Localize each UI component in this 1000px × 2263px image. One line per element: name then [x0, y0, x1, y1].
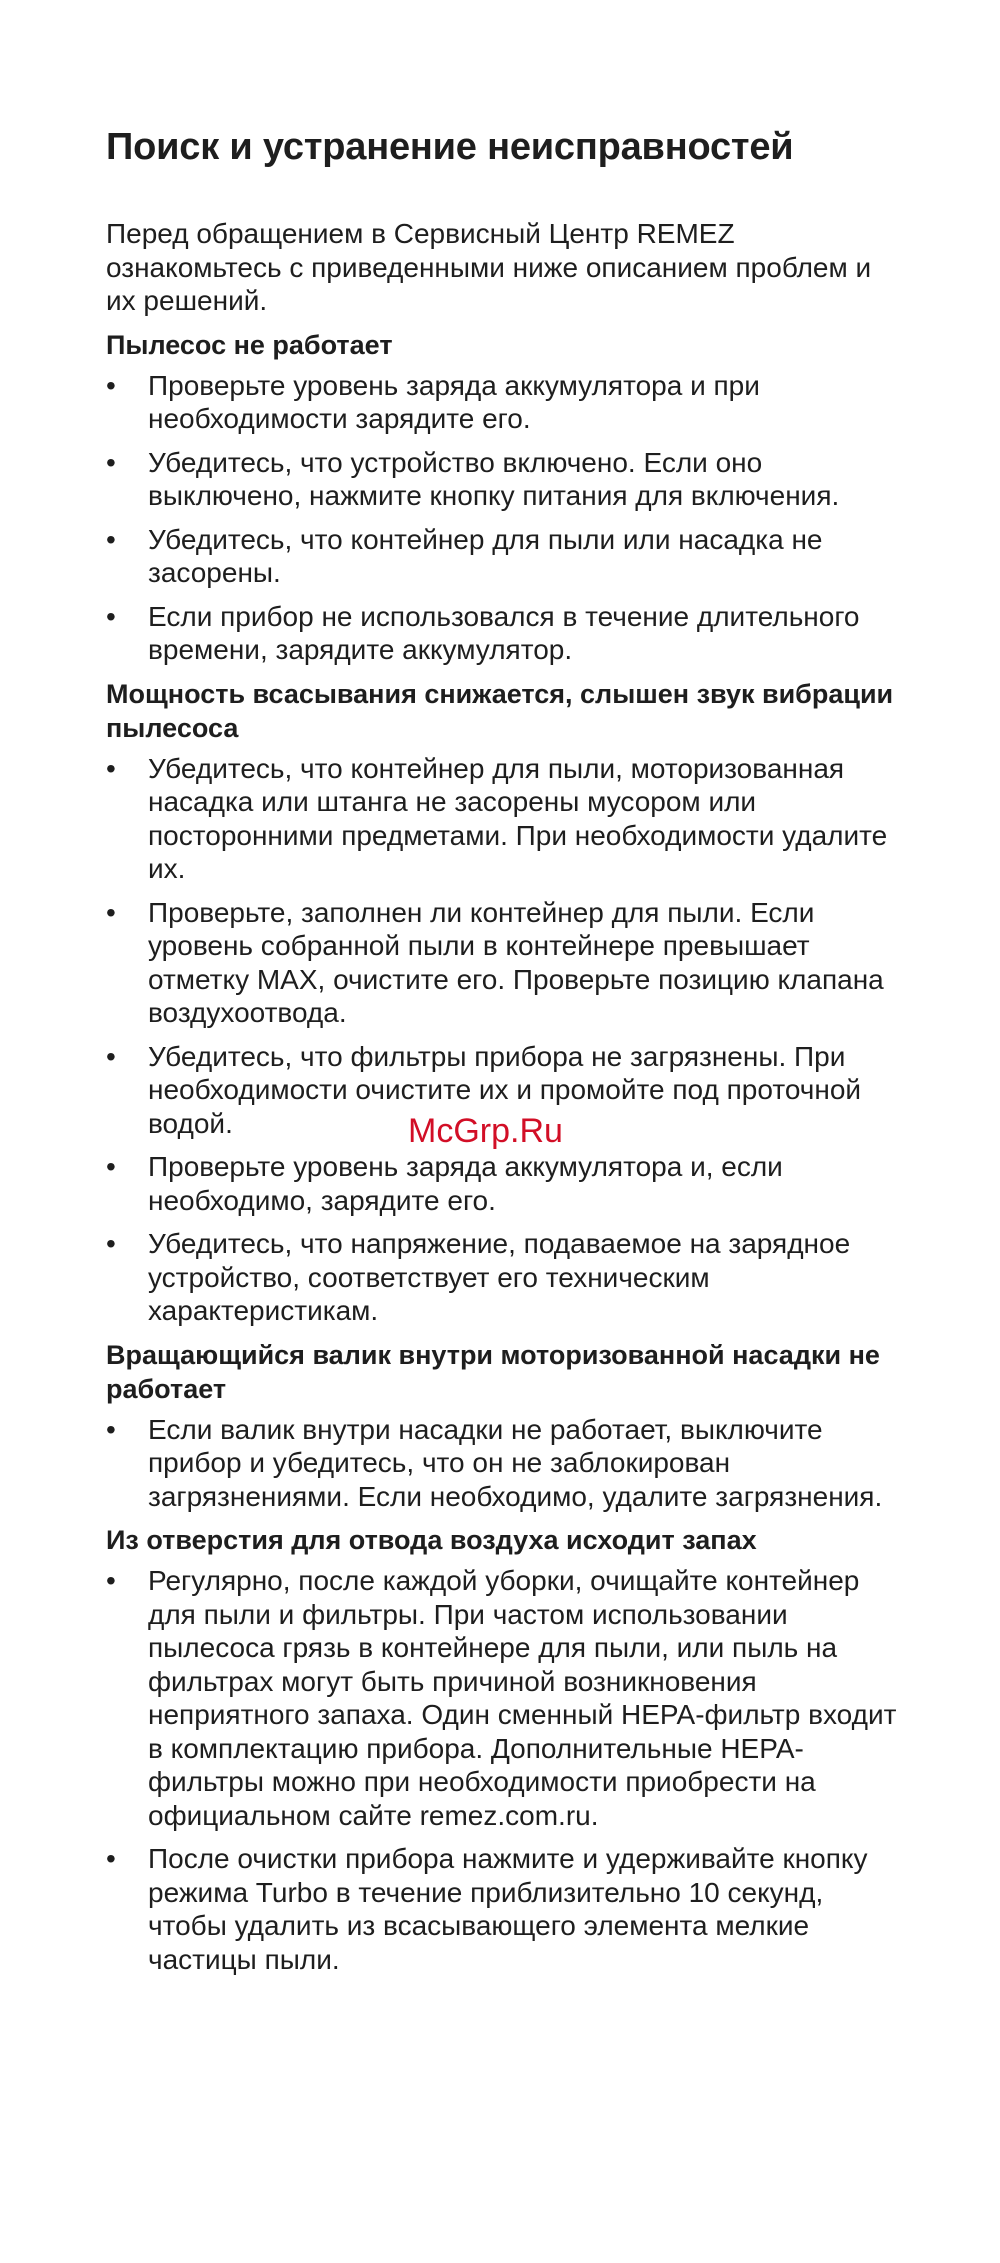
- bullet-dot-icon: •: [106, 1040, 116, 1072]
- bullet-dot-icon: •: [106, 896, 116, 928]
- list-item-text: Регулярно, после каждой уборки, очищайте контейнер для пыли и фильтры. При частом использовании пылесоса грязь в контейнере для пыли, или пыль на фильтрах могут быть причиной возникновения неприятного запаха. Один сменный HEPA-фильтр входит в комплектацию прибора. Дополнительные HEPA-фильтры можно при необходимости приобрести на официальном сайте remez.com.ru.: [148, 1565, 897, 1831]
- list-item: [106, 1413, 906, 1514]
- list-item: [106, 896, 906, 1030]
- watermark-text: McGrp.Ru: [408, 1112, 563, 1150]
- list-item: [106, 446, 906, 513]
- bullet-list: [106, 369, 906, 667]
- bullet-list: [106, 1564, 906, 1976]
- troubleshooting-sections: [106, 328, 906, 1977]
- list-item: [106, 1842, 906, 1976]
- document-page: [106, 125, 906, 1986]
- list-item: [106, 1564, 906, 1832]
- list-item: [106, 369, 906, 436]
- section-heading: Пылесос не работает: [106, 329, 393, 360]
- list-item-text: Убедитесь, что контейнер для пыли или насадка не засорены.: [148, 523, 823, 588]
- bullet-dot-icon: •: [106, 600, 116, 632]
- section-heading: Мощность всасывания снижается, слышен звук вибрации пылесоса: [106, 678, 894, 743]
- list-item-text: Если валик внутри насадки не работает, выключите прибор и убедитесь, что он не заблокирован загрязнениями. Если необходимо, удалите загрязнения.: [148, 1413, 883, 1512]
- list-item: [106, 752, 906, 886]
- bullet-dot-icon: •: [106, 1843, 116, 1874]
- intro-paragraph: Перед обращением в Сервисный Центр REMEZ ознакомьтесь с приведенными ниже описанием проблем и их решений.: [106, 218, 872, 316]
- list-item-text: Проверьте уровень заряда аккумулятора и, если необходимо, зарядите его.: [148, 1151, 783, 1216]
- list-item-text: После очистки прибора нажмите и удерживайте кнопку режима Turbo в течение приблизительно 10 секунд, чтобы удалить из всасывающего элемента мелкие частицы пыли.: [148, 1843, 868, 1975]
- bullet-dot-icon: •: [106, 446, 116, 478]
- section: [106, 1338, 906, 1514]
- section-heading: Из отверстия для отвода воздуха исходит запах: [106, 1525, 757, 1555]
- list-item-text: Проверьте, заполнен ли контейнер для пыли. Если уровень собранной пыли в контейнере превышает отметку MAX, очистите его. Проверьте позицию клапана воздухоотвода.: [148, 896, 884, 1028]
- bullet-list: [106, 1413, 906, 1514]
- section: [106, 328, 906, 667]
- bullet-dot-icon: •: [106, 523, 116, 555]
- list-item-text: Убедитесь, что устройство включено. Если оно выключено, нажмите кнопку питания для включения.: [148, 446, 840, 511]
- bullet-list: [106, 752, 906, 1328]
- list-item: [106, 523, 906, 590]
- section: [106, 1523, 906, 1976]
- list-item: [106, 1227, 906, 1328]
- list-item: [106, 1150, 906, 1217]
- bullet-dot-icon: •: [106, 1413, 116, 1445]
- list-item-text: Проверьте уровень заряда аккумулятора и при необходимости зарядите его.: [148, 369, 760, 434]
- bullet-dot-icon: •: [106, 369, 116, 401]
- bullet-dot-icon: •: [106, 752, 116, 784]
- list-item-text: Убедитесь, что контейнер для пыли, моторизованная насадка или штанга не засорены мусором или посторонними предметами. При необходимости удалите их.: [148, 752, 888, 884]
- list-item-text: Если прибор не использовался в течение длительного времени, зарядите аккумулятор.: [148, 600, 860, 665]
- list-item-text: Убедитесь, что напряжение, подаваемое на зарядное устройство, соответствует его техническим характеристикам.: [148, 1228, 851, 1326]
- section-heading: Вращающийся валик внутри моторизованной насадки не работает: [106, 1339, 880, 1404]
- list-item: [106, 600, 906, 667]
- bullet-dot-icon: •: [106, 1565, 116, 1596]
- list-item-text: Убедитесь, что фильтры прибора не загрязнены. При необходимости очистите их и промойте под проточной водой.: [148, 1040, 862, 1139]
- bullet-dot-icon: •: [106, 1151, 116, 1182]
- section: [106, 677, 906, 1328]
- list-item: [106, 1040, 906, 1141]
- page-title: Поиск и устранение неисправностей: [106, 126, 794, 168]
- bullet-dot-icon: •: [106, 1228, 116, 1259]
